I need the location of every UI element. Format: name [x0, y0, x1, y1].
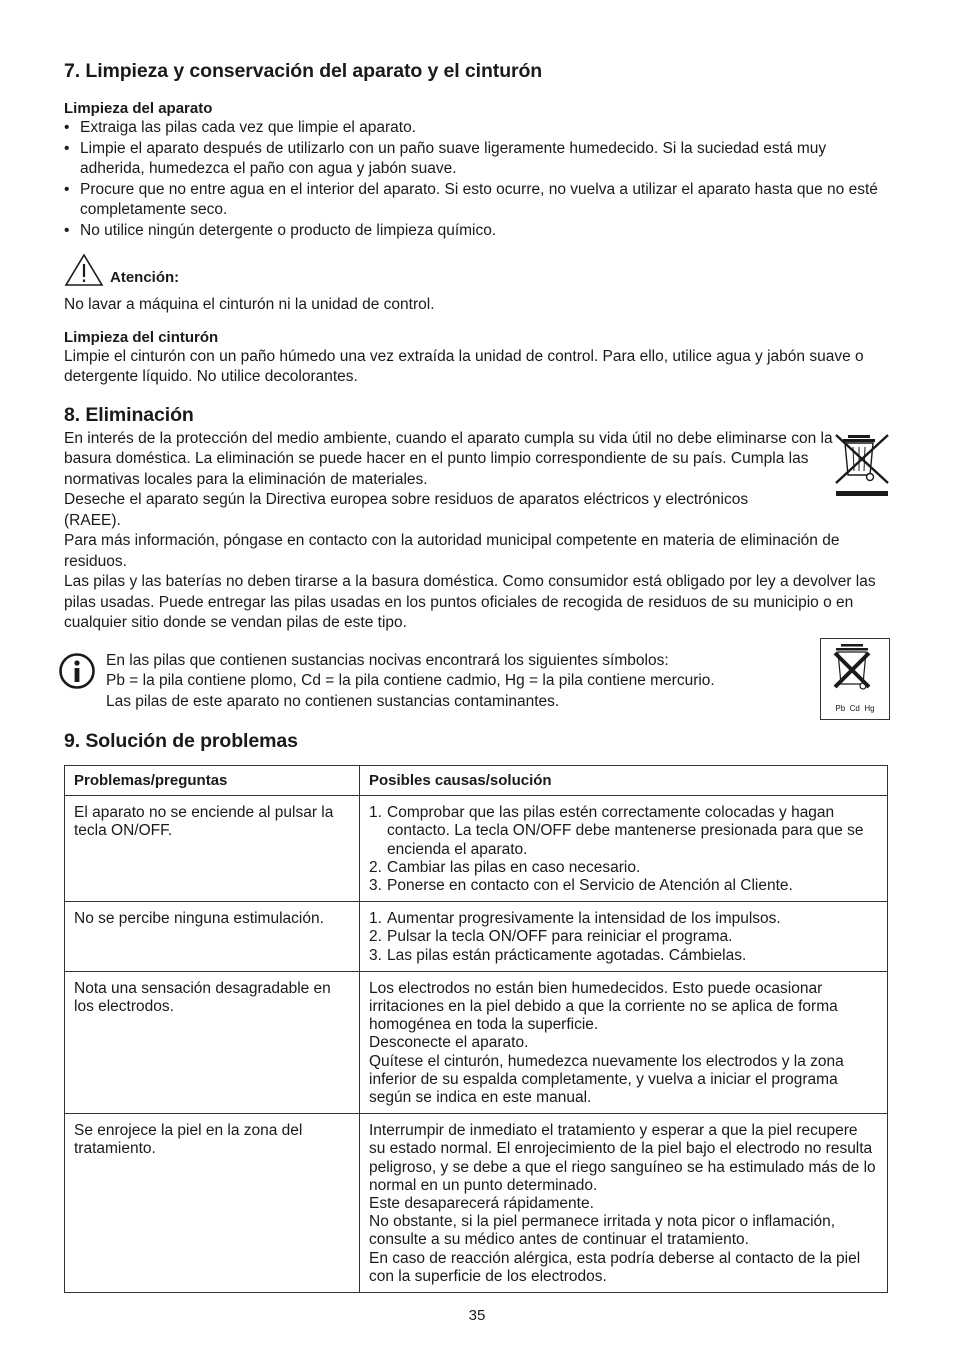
battery-disposal-icon-box	[820, 638, 890, 720]
disposal-paragraph-2: Deseche el aparato según la Directiva europea sobre residuos de aparatos eléctricos y electrónicos (RAEE).	[64, 491, 749, 529]
belt-cleaning-block	[64, 328, 888, 388]
list-text: Aumentar progresivamente la intensidad de los impulsos.	[387, 910, 781, 928]
problem-cell: No se percibe ninguna estimulación.	[65, 902, 360, 972]
list-number: 1.	[369, 804, 382, 822]
belt-cleaning-text: Limpie el cinturón con un paño húmedo una vez extraída la unidad de control. Para ello, utilice agua y jabón suave o detergente líquido. No utilice decolorantes.	[64, 347, 864, 385]
solution-paragraph: Los electrodos no están bien humedecidos. Esto puede ocasionar irritaciones en la piel debido a que la corriente no se aplica de forma homogénea en toda la superficie.	[369, 979, 838, 1034]
solution-paragraph: En caso de reacción alérgica, esta podría deberse al contacto de la piel con la superficie de los electrodos.	[369, 1249, 861, 1285]
column-header-solutions: Posibles causas/solución	[360, 766, 888, 796]
battery-disposal-icon	[821, 639, 889, 703]
warning-row	[64, 253, 888, 287]
info-icon	[58, 652, 96, 690]
warning-triangle-icon	[64, 253, 104, 287]
manual-page	[64, 58, 888, 1293]
belt-cleaning-subtitle: Limpieza del cinturón	[64, 328, 219, 346]
table-row	[65, 971, 888, 1113]
solution-paragraph: Interrumpir de inmediato el tratamiento y esperar a que la piel recupere su estado normal. El enrojecimiento de la piel bajo el electrodo no resulta peligroso, y se debe a que el riego sanguíneo se ha estimulado más de lo normal en un punto determinado.	[369, 1122, 876, 1194]
list-text: Las pilas están prácticamente agotadas. Cámbielas.	[387, 946, 747, 964]
problem-cell: Nota una sensación desagradable en los electrodos.	[65, 971, 360, 1113]
list-item	[369, 928, 878, 946]
solution-paragraph: Este desaparecerá rápidamente.	[369, 1195, 594, 1213]
list-item	[369, 910, 878, 928]
list-number: 2.	[369, 928, 382, 946]
troubleshooting-table	[64, 765, 888, 1293]
list-item	[369, 859, 878, 877]
battery-info-block	[64, 651, 888, 713]
solution-paragraph: No obstante, si la piel permanece irritada y nota picor o inflamación, consulte a su médico antes de continuar el tratamiento.	[369, 1213, 836, 1249]
warning-text: No lavar a máquina el cinturón ni la unidad de control.	[64, 296, 435, 313]
list-item: • No utilice ningún detergente o producto de limpieza químico.	[64, 221, 888, 242]
table-header-row	[65, 766, 888, 796]
crossed-out-wheelie-bin-icon	[834, 431, 890, 497]
list-text: Cambiar las pilas en caso necesario.	[387, 858, 641, 876]
section-7-title: 7. Limpieza y conservación del aparato y el cinturón	[64, 60, 543, 82]
solution-cell	[360, 971, 888, 1113]
solution-list	[369, 804, 878, 895]
solution-cell	[360, 902, 888, 972]
battery-info-line-3: Las pilas de este aparato no contienen sustancias contaminantes.	[106, 692, 560, 710]
table-row	[65, 796, 888, 902]
solution-cell	[360, 796, 888, 902]
device-cleaning-subtitle: Limpieza del aparato	[64, 100, 213, 117]
disposal-block	[64, 429, 888, 634]
solution-cell	[360, 1114, 888, 1293]
disposal-paragraph-1: En interés de la protección del medio ambiente, cuando el aparato cumpla su vida útil no debe eliminarse con la basura doméstica. La eliminación se puede hacer en el punto limpio correspondiente de su país. Cumpla las normativas locales para la eliminación de materiales.	[64, 429, 833, 488]
device-cleaning-list	[64, 118, 888, 241]
list-item: • Limpie el aparato después de utilizarlo con un paño suave ligeramente humedecido. Si la suciedad está muy adherida, humedezca el paño con agua y jabón suave.	[64, 139, 888, 180]
list-text: Comprobar que las pilas estén correctamente colocadas y hagan contacto. La tecla ON/OFF debe mantenerse presionada para que se encienda el aparato.	[387, 804, 864, 858]
solution-paragraph: Desconecte el aparato.	[369, 1034, 529, 1052]
list-text: Pulsar la tecla ON/OFF para reiniciar el programa.	[387, 928, 733, 946]
list-item: • Extraiga las pilas cada vez que limpie el aparato.	[64, 118, 888, 139]
list-number: 2.	[369, 858, 382, 876]
page-number: 35	[468, 1307, 486, 1324]
table-row	[65, 1114, 888, 1293]
column-header-problems: Problemas/preguntas	[65, 766, 360, 796]
problem-cell: El aparato no se enciende al pulsar la tecla ON/OFF.	[65, 796, 360, 902]
list-number: 1.	[369, 910, 382, 928]
disposal-paragraph-4: Las pilas y las baterías no deben tirarse a la basura doméstica. Como consumidor está obligado por ley a devolver las pilas usadas. Puede entregar las pilas usadas en los puntos oficiales de recogida de residuos de su municipio o en cualquier sitio donde se vendan pilas de este tipo.	[64, 573, 876, 631]
solution-list	[369, 910, 878, 965]
battery-icon-label: Pb Cd Hg	[835, 703, 875, 713]
section-9-title: 9. Solución de problemas	[64, 730, 298, 752]
battery-info-line-2: Pb = la pila contiene plomo, Cd = la pila contiene cadmio, Hg = la pila contiene mercurio.	[106, 672, 715, 689]
list-item	[369, 804, 878, 859]
device-cleaning-block	[64, 99, 888, 241]
list-number: 3.	[369, 877, 382, 895]
list-item	[369, 877, 878, 895]
list-item	[369, 947, 878, 965]
list-number: 3.	[369, 946, 382, 964]
list-item: • Procure que no entre agua en el interior del aparato. Si esto ocurre, no vuelva a utilizar el aparato hasta que no esté completamente seco.	[64, 180, 888, 221]
battery-info-line-1: En las pilas que contienen sustancias nocivas encontrará los siguientes símbolos:	[106, 651, 669, 669]
section-8-title: 8. Eliminación	[64, 403, 194, 426]
warning-label: Atención:	[110, 269, 180, 286]
problem-cell: Se enrojece la piel en la zona del tratamiento.	[65, 1114, 360, 1293]
solution-paragraph: Quítese el cinturón, humedezca nuevamente los electrodos y la zona inferior de su espalda completamente, y vuelva a iniciar el programa según se indica en este manual.	[369, 1052, 844, 1107]
list-text: Ponerse en contacto con el Servicio de Atención al Cliente.	[387, 877, 793, 895]
disposal-paragraph-3: Para más información, póngase en contacto con la autoridad municipal competente en materia de eliminación de residuos.	[64, 532, 840, 570]
table-row	[65, 902, 888, 972]
